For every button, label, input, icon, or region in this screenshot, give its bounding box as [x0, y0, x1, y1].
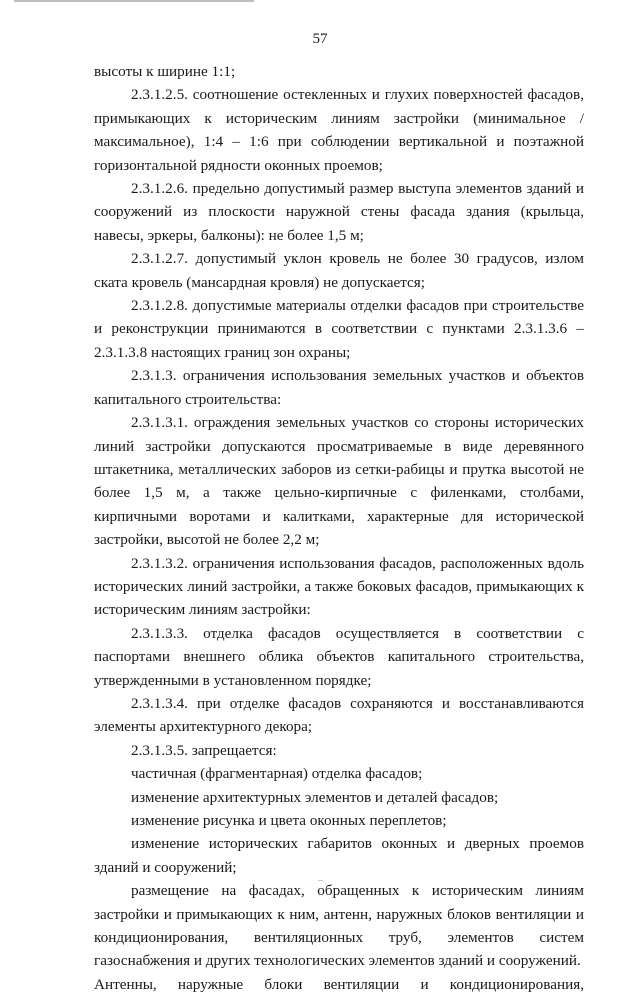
- list-item: размещение на фасадах, обращенных к историческим линиям застройки и примыкающих к ним, антенн, наружных блоков вентиляции и кондиционирования, вентиляционных труб, элементов систем газоснабжения и других технологических элементов зданий и сооружений.: [94, 882, 584, 970]
- paragraph-2-3-1-3-2: 2.3.1.3.2. ограничения использования фасадов, расположенных вдоль исторических линий застройки, а также боковых фасадов, примыкающих к историческим линиям застройки:: [94, 554, 584, 619]
- paragraph-2-3-1-2-6: 2.3.1.2.6. предельно допустимый размер выступа элементов зданий и сооружений из плоскости наружной стены фасада здания (крыльца, навесы, эркеры, балконы): не более 1,5 м;: [94, 180, 584, 244]
- paragraph-2-3-1-3-1: 2.3.1.3.1. ограждения земельных участков со стороны исторических линий застройки допускаются просматриваемые в виде деревянного штакетника, металлических заборов из сетки-рабицы и прутка высотой не более 1,5 м, а также цельно-кирпичные с филенками, столбами, кирпичными воротами и калитками, характерные для исторической застройки, высотой не более 2,2 м;: [94, 414, 584, 549]
- paragraph-2-3-1-2-5: 2.3.1.2.5. соотношение остекленных и глухих поверхностей фасадов, примыкающих к историческим линиям застройки (минимальное / максимальное), 1:4 – 1:6 при соблюдении вертикальной и поэтажной горизонтальной рядности оконных проемов;: [94, 86, 584, 174]
- paragraph-2-3-1-3: 2.3.1.3. ограничения использования земельных участков и объектов капитального строительства:: [94, 367, 584, 408]
- paragraph-2-3-1-3-5: 2.3.1.3.5. запрещается:: [131, 741, 277, 759]
- list-item: изменение исторических габаритов оконных и дверных проемов зданий и сооружений;: [94, 835, 584, 876]
- paragraph-2-3-1-2-8: 2.3.1.2.8. допустимые материалы отделки фасадов при строительстве и реконструкции принимаются в соответствии с пунктами 2.3.1.3.6 – 2.3.1.3.8 настоящих границ зон охраны;: [94, 297, 584, 361]
- list-item: изменение рисунка и цвета оконных переплетов;: [131, 812, 447, 829]
- page-number: 57: [312, 31, 328, 47]
- paragraph-2-3-1-3-3: 2.3.1.3.3. отделка фасадов осуществляется в соответствии с паспортами внешнего облика объектов капитального строительства, утвержденными в установленном порядке;: [94, 624, 584, 689]
- body-text: [94, 60, 584, 996]
- paragraph-continuation: высоты к ширине 1:1;: [94, 63, 236, 80]
- scan-mark: [318, 880, 323, 881]
- list-item: частичная (фрагментарная) отделка фасадов;: [131, 765, 423, 783]
- paragraph-trailing: Антенны, наружные блоки вентиляции и кондиционирования,: [94, 975, 584, 993]
- paragraph-2-3-1-3-4: 2.3.1.3.4. при отделке фасадов сохраняются и восстанавливаются элементы архитектурного декора;: [94, 694, 584, 736]
- scan-top-rule: [14, 0, 254, 2]
- list-item: изменение архитектурных элементов и деталей фасадов;: [131, 788, 499, 806]
- paragraph-2-3-1-2-7: 2.3.1.2.7. допустимый уклон кровель не более 30 градусов, излом ската кровель (мансардная кровля) не допускается;: [94, 250, 584, 291]
